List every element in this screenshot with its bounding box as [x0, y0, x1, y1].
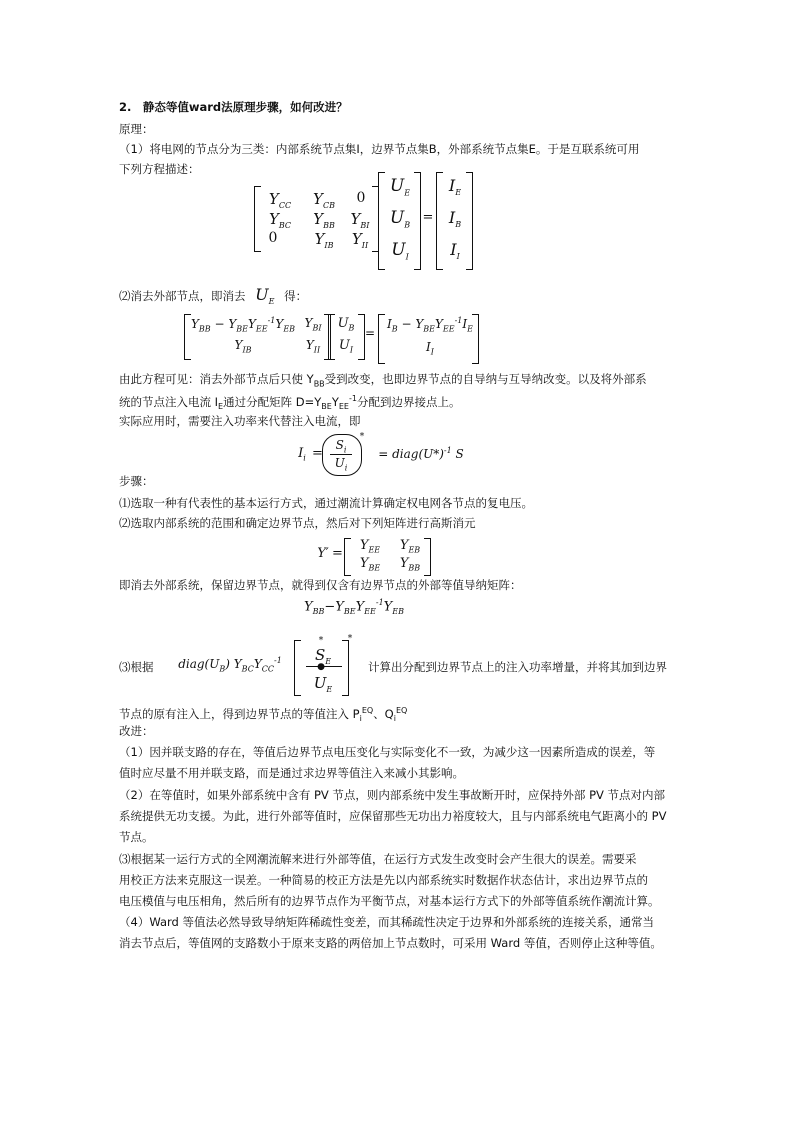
- text-sup: EQ: [361, 706, 374, 715]
- paragraph-line: （1）将电网的节点分为三类：内部系统节点集I，边界节点集B，外部系统节点集E。于是互联系统可用: [119, 142, 640, 156]
- document-page: 2. 静态等值ward法原理步骤，如何改进？ 原理： （1）将电网的节点分为三类：内部系统节点集I，边界节点集B，外部系统节点集E。于是互联系统可用 下列方程描述： $Y_{CC}$ $Y_{CB}$ 0 $Y_{BC}$ $Y_{BB}$ $Y_{BI}$ 0 $Y_{IB}$ $Y_{II}$ $U_E$ $U_B$ $U_I$ = $I_E$ $I_B$ $I_I$ ⑵消去外部节点，即消去 $U_E$ 得： $Y_{BB} - Y_{BE}Y_{EE}^{-1}Y_{EB}$ $Y_{BI}$ $Y_{IB}$ $Y_{II}$ $U_B$ $U_I$ = $I_B - Y_{BE}Y_{EE}^{-1}I_E$ $I_I$ 由此方程可见：消去外部节点后只使 $Y_{BB}$受到改变，也即边界节点的自导纳与互导纳改变。以及将外部系 统的节点注入电流 $I_E$通过分配矩阵 $D=Y_{BE}Y_{EE}^{-1}$分配到边界接点上。 实际应用时，需要注入功率来代替注入电流，即 $I_i$ = $S_i$ $U_i$ * = $diag(U*)^{-1}$ S 步骤： ⑴选取一种有代表性的基本运行方式，通过潮流计算确定权电网各节点的复电压。 ⑵选取内部系统的范围和确定边界节点，然后对下列矩阵进行高斯消元 Y′ = $Y_{EE}$ $Y_{EB}$ $Y_{BE}$ $Y_{BB}$ 即消去外部系统，保留边界节点，就得到仅含有边界节点的外部等值导纳矩阵： $Y_{BB}-Y_{BE}Y_{EE}^{-1}Y_{EB}$ ⑶根据 $diag(U_B)$ $Y_{BC}Y_{CC}^{-1}$ * $S_E$ ● $U_E$ * 计算出分配到边界节点上的注入功率增量，并将其加到边界 节点的原有注入上，得到边界节点的等值注入 $P_i^{EQ}$、$Q_i^{EQ}$ 改进： （1）因并联支路的存在，等值后边界节点电压变化与实际变化不一致，为减少这一因素所造成的误差，等 值时应尽量不用并联支路，而是通过求边界等值注入来减小其影响。 （2）在等值时，如果外部系统中含有 PV 节点，则内部系统中发生事故断开时，应保持外部 PV 节点对内部 系统提供无功支援。为此，进行外部等值时，应保留那些无功出力裕度较大，且与内部系统电气距离小的 PV 节点。 ⑶根据某一运行方式的全网潮流解来进行外部等值，在运行方式发生改变时会产生很大的误差。需要采 用校正方法来克服这一误差。一种简易的校正方法是先以内部系统实时数据作状态估计，求出边界节点的 电压模值与电压相角，然后所有的边界节点作为平衡节点，对基本运行方式下的外部等值系统作潮流计算。 （4）Ward 等值法必然导致导纳矩阵稀疏性变差，而其稀疏性决定于边界和外部系统的连接关系，通常当 消去节点后，等值网的支路数小于原来支路的两倍加上节点数时，可采用 Ward 等值，否则停止这种等值。: [0, 0, 794, 1123]
- text-sup: EQ: [395, 706, 408, 715]
- paragraph-line: 值时应尽量不用并联支路，而是通过求边界等值注入来减小其影响。: [119, 766, 464, 780]
- question-title: 2. 静态等值ward法原理步骤，如何改进？: [119, 100, 348, 114]
- text-sub: BB: [313, 379, 325, 389]
- paragraph-line: 消去节点后，等值网的支路数小于原来支路的两倍加上节点数时，可采用 Ward 等值，否则停止这种等值。: [119, 936, 662, 950]
- paragraph-line: 系统提供无功支援。为此，进行外部等值时，应保留那些无功出力裕度较大，且与内部系统电气距离小的 PV: [119, 809, 667, 823]
- step2-text-end: 得：: [284, 289, 308, 303]
- paragraph-line: 电压模值与电压相角，然后所有的边界节点作为平衡节点，对基本运行方式下的外部等值系统作潮流计算。: [119, 894, 660, 908]
- text-span: Y: [331, 394, 339, 409]
- paragraph-line: 即消去外部系统，保留边界节点，就得到仅含有边界节点的外部等值导纳矩阵：: [119, 578, 522, 592]
- paragraph-line: ⑶根据某一运行方式的全网潮流解来进行外部等值，在运行方式发生改变时会产生很大的误差。需要采: [119, 852, 637, 866]
- text-span: ⑶根据: [119, 660, 154, 674]
- paragraph-line: （4）Ward 等值法必然导致导纳矩阵稀疏性变差，而其稀疏性决定于边界和外部系统的连接关系，通常当: [119, 915, 654, 929]
- eq-ue: $U_E$: [255, 285, 275, 307]
- text-span: 节点的原有注入上，得到边界节点的等值注入 P: [119, 706, 360, 721]
- text-span: 分配到边界接点上。: [356, 394, 461, 409]
- paragraph-line: ⑴选取一种有代表性的基本运行方式，通过潮流计算确定权电网各节点的复电压。: [119, 496, 533, 510]
- paragraph-line: 下列方程描述：: [119, 162, 200, 176]
- text-sup: -1: [348, 394, 357, 403]
- paragraph-line: [119, 286, 679, 311]
- paragraph-line: 用校正方法来克服这一误差。一种简易的校正方法是先以内部系统实时数据作状态估计，求出边界节点的: [119, 873, 648, 887]
- text-span: 、Q: [373, 706, 394, 721]
- steps-heading: 步骤：: [119, 474, 154, 488]
- text-sub: E: [218, 402, 224, 412]
- text-sub: EE: [338, 402, 349, 412]
- equation-external-equivalent: $Y_{BB}-Y_{BE}Y_{EE}^{-1}Y_{EB}$: [304, 598, 404, 616]
- paragraph-line: 节点。: [119, 830, 154, 844]
- step2-text: ⑵消去外部节点，即消去: [119, 289, 246, 303]
- text-span: 统的节点注入电流 I: [119, 394, 219, 409]
- text-span: 由此方程可见：消去外部节点后只使 Y: [119, 372, 314, 386]
- text-sub: i: [393, 714, 396, 724]
- text-sub: BE: [321, 402, 332, 412]
- principle-heading: 原理：: [119, 122, 154, 136]
- paragraph-line: （1）因并联支路的存在，等值后边界节点电压变化与实际变化不一致，为减少这一因素所造成的误差，等: [119, 745, 656, 759]
- paragraph-line: 实际应用时，需要注入功率来代替注入电流，即: [119, 414, 361, 428]
- paragraph-line: （2）在等值时，如果外部系统中含有 PV 节点，则内部系统中发生事故断开时，应保持外部 PV 节点对内部: [119, 788, 666, 802]
- paragraph-line: ⑵选取内部系统的范围和确定边界节点，然后对下列矩阵进行高斯消元: [119, 516, 476, 530]
- text-sub: i: [359, 714, 362, 724]
- text-span: 通过分配矩阵 D=Y: [223, 394, 322, 409]
- paragraph-line-tail: 计算出分配到边界节点上的注入功率增量，并将其加到边界: [368, 660, 667, 674]
- text-span: 受到改变，也即边界节点的自导纳与互导纳改变。以及将外部系: [324, 372, 647, 386]
- improve-heading: 改进：: [119, 724, 154, 738]
